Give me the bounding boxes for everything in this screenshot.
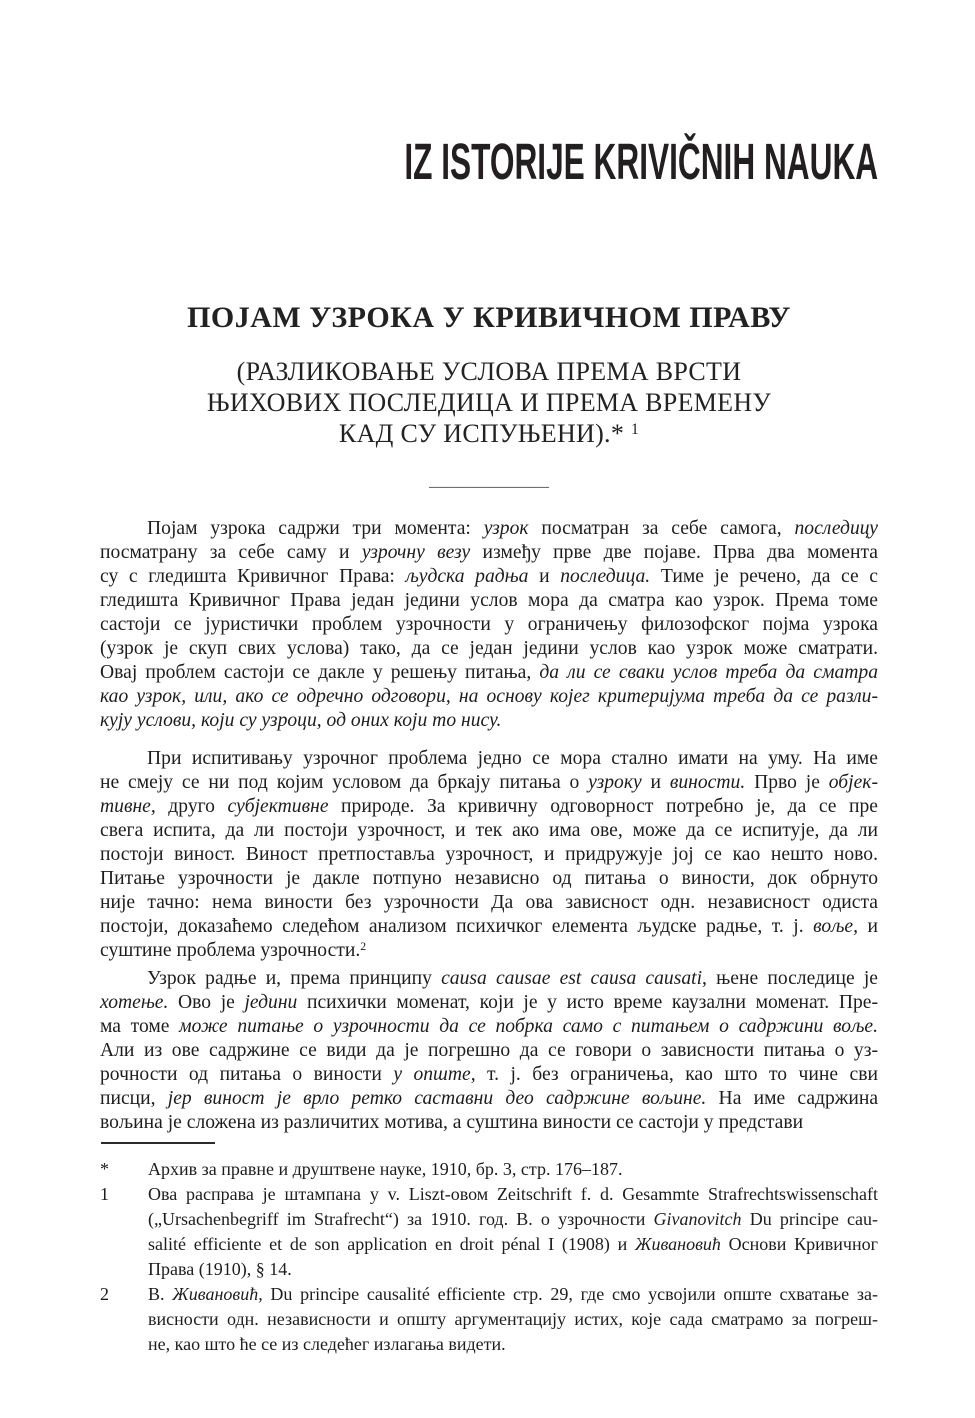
text-line [100, 589, 878, 613]
text-run: између прве две појаве. Прва два момента [470, 542, 878, 563]
subtitle-line [100, 418, 878, 449]
text-run: (РАЗЛИКОВАЊЕ УСЛОВА ПРЕМА ВРСТИ [236, 357, 742, 386]
italic-run: да ли се сваки услов треба да сматра [539, 662, 878, 683]
italic-run: последица. [560, 566, 651, 587]
italic-run: кују услови, који су узроци, од оних који то нису. [100, 710, 502, 731]
text-run: ЊИХОВИХ ПОСЛЕДИЦА И ПРЕМА ВРЕМЕНУ [206, 388, 772, 417]
superscript-ref: 1 [630, 421, 640, 439]
italic-run: може питање о узрочности да се побрка само с питањем о садржини воље. [179, 1016, 878, 1037]
text-run: т. ј. без ограничења, као што то чине сви [475, 1064, 878, 1085]
text-run: Појам узрока садржи три момента: [147, 518, 484, 539]
text-line [100, 685, 878, 709]
text-run: гледишта Кривичног Права један једини услов мора да сматра као узрок. Према томе [100, 590, 878, 611]
text-run: и [858, 916, 878, 937]
text-run: постоји, доказаћемо следећом анализом психичког елемента људске радње, т. ј. [100, 916, 814, 937]
text-run: вољина је сложена из различитих мотива, а суштина виности се састоји у представи [100, 1112, 804, 1133]
text-run: Du principe causalité efficiente стр. 29, где смо усвојили опште схватање за- [262, 1284, 878, 1304]
running-head [100, 134, 878, 190]
italic-run: субјективне [227, 796, 329, 817]
text-line [100, 1015, 878, 1039]
footnote-text [148, 1157, 878, 1182]
text-line [100, 939, 878, 963]
italic-run: људска радња [405, 566, 529, 587]
italic-run: узрочну везу [361, 542, 471, 563]
italic-run: објек- [828, 772, 878, 793]
text-line [148, 1257, 878, 1282]
italic-run: causa causae est causa causati [441, 968, 703, 989]
text-line [100, 991, 878, 1015]
text-run: При испитивању узрочног проблема једно се мора стално имати на уму. На име [147, 748, 878, 769]
text-run: и [641, 772, 670, 793]
text-run: Права (1910), § 14. [148, 1259, 292, 1279]
text-run: salité efficiente et de son application en droit pénal I (1908) и [148, 1234, 635, 1254]
text-line [100, 565, 878, 589]
text-run: суштине проблема узрочности. [100, 940, 361, 961]
text-run: Питање узрочности је дакле потпуно независно од питања о виности, док обрнуто [100, 868, 878, 889]
text-run: Прво је [745, 772, 829, 793]
text-run: (узрок је скуп свих услова) тако, да се један једини услов као узрок може сматрати. [100, 638, 878, 659]
text-run: На име садржина [706, 1088, 879, 1109]
text-line [100, 747, 878, 771]
text-line [148, 1207, 878, 1232]
text-run: Du principe cau- [741, 1209, 878, 1229]
text-line [100, 1063, 878, 1087]
italic-run: узрок [483, 518, 529, 539]
italic-run: Живановић [635, 1234, 721, 1254]
body-paragraph [100, 517, 878, 733]
body-paragraph [100, 967, 878, 1135]
text-line [100, 1111, 878, 1135]
text-line [148, 1182, 878, 1207]
text-run: , њене последице је [702, 968, 878, 989]
text-line [100, 637, 878, 661]
text-run: психички моменат, који је у исто време каузални моменат. Пре- [297, 992, 878, 1013]
ornament-separator: ———————— [429, 479, 549, 495]
text-run: Тиме је речено, да се с [650, 566, 879, 587]
text-run: су с гледишта Кривичног Права: [100, 566, 406, 587]
text-run: Али из ове садржине се види да је погрешно да се говори о зависности питања о уз- [100, 1040, 878, 1061]
text-run: и [528, 566, 561, 587]
text-line [148, 1307, 878, 1332]
footnote-text [148, 1182, 878, 1282]
text-line [100, 819, 878, 843]
text-run: посматран за себе самога, [528, 518, 795, 539]
text-run: Овај проблем састоји се дакле у решењу питања, [100, 662, 540, 683]
italic-run: узроку [588, 772, 642, 793]
text-line [148, 1157, 878, 1182]
footnote-item [100, 1182, 878, 1282]
italic-run: једини [244, 992, 298, 1013]
text-run: не, као што ће се из следећег излагања видети. [148, 1334, 506, 1354]
italic-run: Живановић, [172, 1284, 263, 1304]
text-run: постоји виност. Виност претпоставља узрочност, и придружује јој се као нешто ново. [100, 844, 878, 865]
text-line [100, 613, 878, 637]
italic-run: тивне, [100, 796, 156, 817]
text-run: висности одн. независности и општу аргументацију истих, које сада сматрамо за погреш- [148, 1309, 878, 1329]
italic-run: последицу [794, 518, 878, 539]
footnote-marker: * [100, 1159, 109, 1179]
text-run: друго [155, 796, 228, 817]
footnote-marker: 1 [100, 1184, 109, 1204]
text-line [100, 867, 878, 891]
italic-run: хотење. [100, 992, 169, 1013]
text-line [100, 967, 878, 991]
text-line [100, 771, 878, 795]
italic-run: виности. [669, 772, 746, 793]
text-run: ма томе [100, 1016, 180, 1037]
text-run: писци, [100, 1088, 168, 1109]
text-run: свега испита, да ли постоји узрочност, и тек ако има ове, може да се испитује, да ли [100, 820, 878, 841]
text-run: Ово је [168, 992, 245, 1013]
text-line [148, 1332, 878, 1357]
text-run: рочности од питања о виности [100, 1064, 394, 1085]
footnote-text [148, 1282, 878, 1357]
footnote-item [100, 1157, 878, 1182]
text-run: В. [148, 1284, 173, 1304]
text-line [100, 891, 878, 915]
superscript-ref: 2 [360, 940, 367, 954]
text-run: састоји се јуристички проблем узрочности у ограничењу филозофског појма узрока [100, 614, 878, 635]
text-line [100, 541, 878, 565]
text-run: КАД СУ ИСПУЊЕНИ).* [338, 419, 631, 448]
italic-run: као узрок, или, ако се одречно одговори, на основу којег критеријума треба да се разли- [100, 686, 878, 707]
text-line [100, 843, 878, 867]
text-run: Архив за правне и друштвене науке, 1910, бр. 3, стр. 176–187. [148, 1159, 623, 1179]
text-run: посматрану за себе саму и [100, 542, 362, 563]
running-head-text: IZ ISTORIJE KRIVIČNIH NAUKA [404, 133, 878, 190]
italic-run: Givanovitch [653, 1209, 742, 1229]
subtitle-line [100, 387, 878, 418]
article-title: ПОЈАМ УЗРОКА У КРИВИЧНОМ ПРАВУ [187, 301, 791, 334]
text-line [100, 1039, 878, 1063]
text-run: није тачно: нема виности без узрочности Да ова зависност одн. независност одиста [100, 892, 878, 913]
italic-run: у опште, [393, 1064, 476, 1085]
text-line [100, 1087, 878, 1111]
italic-run: воље, [813, 916, 859, 937]
footnote-item [100, 1282, 878, 1357]
text-run: не смеју се ни под којим условом да бркају питања о [100, 772, 589, 793]
text-line [148, 1282, 878, 1307]
body-paragraph [100, 747, 878, 963]
text-run: („Ursachenbegriff im Strafrecht“) за 1910. год. В. о узрочности [148, 1209, 654, 1229]
footnote-list [100, 1157, 878, 1357]
text-line [100, 517, 878, 541]
italic-run: јер виност је врло ретко саставни део садржине вољине. [167, 1088, 707, 1109]
text-line [148, 1232, 878, 1257]
subtitle-line [100, 356, 878, 387]
text-run: Узрок радње и, према принципу [147, 968, 442, 989]
text-line [100, 661, 878, 685]
footnote-rule [101, 1142, 215, 1144]
text-run: Основи Кривичног [720, 1234, 878, 1254]
text-line [100, 915, 878, 939]
text-run: природе. За кривичну одговорност потребно је, да се пре [328, 796, 879, 817]
text-run: Ова расправа је штампана у v. Liszt-овом Zeitschrift f. d. Gesammte Strafrechtswissenschaft [148, 1184, 878, 1204]
text-line [100, 709, 878, 733]
text-line [100, 795, 878, 819]
footnote-marker: 2 [100, 1284, 109, 1304]
article-subtitle [100, 356, 878, 449]
